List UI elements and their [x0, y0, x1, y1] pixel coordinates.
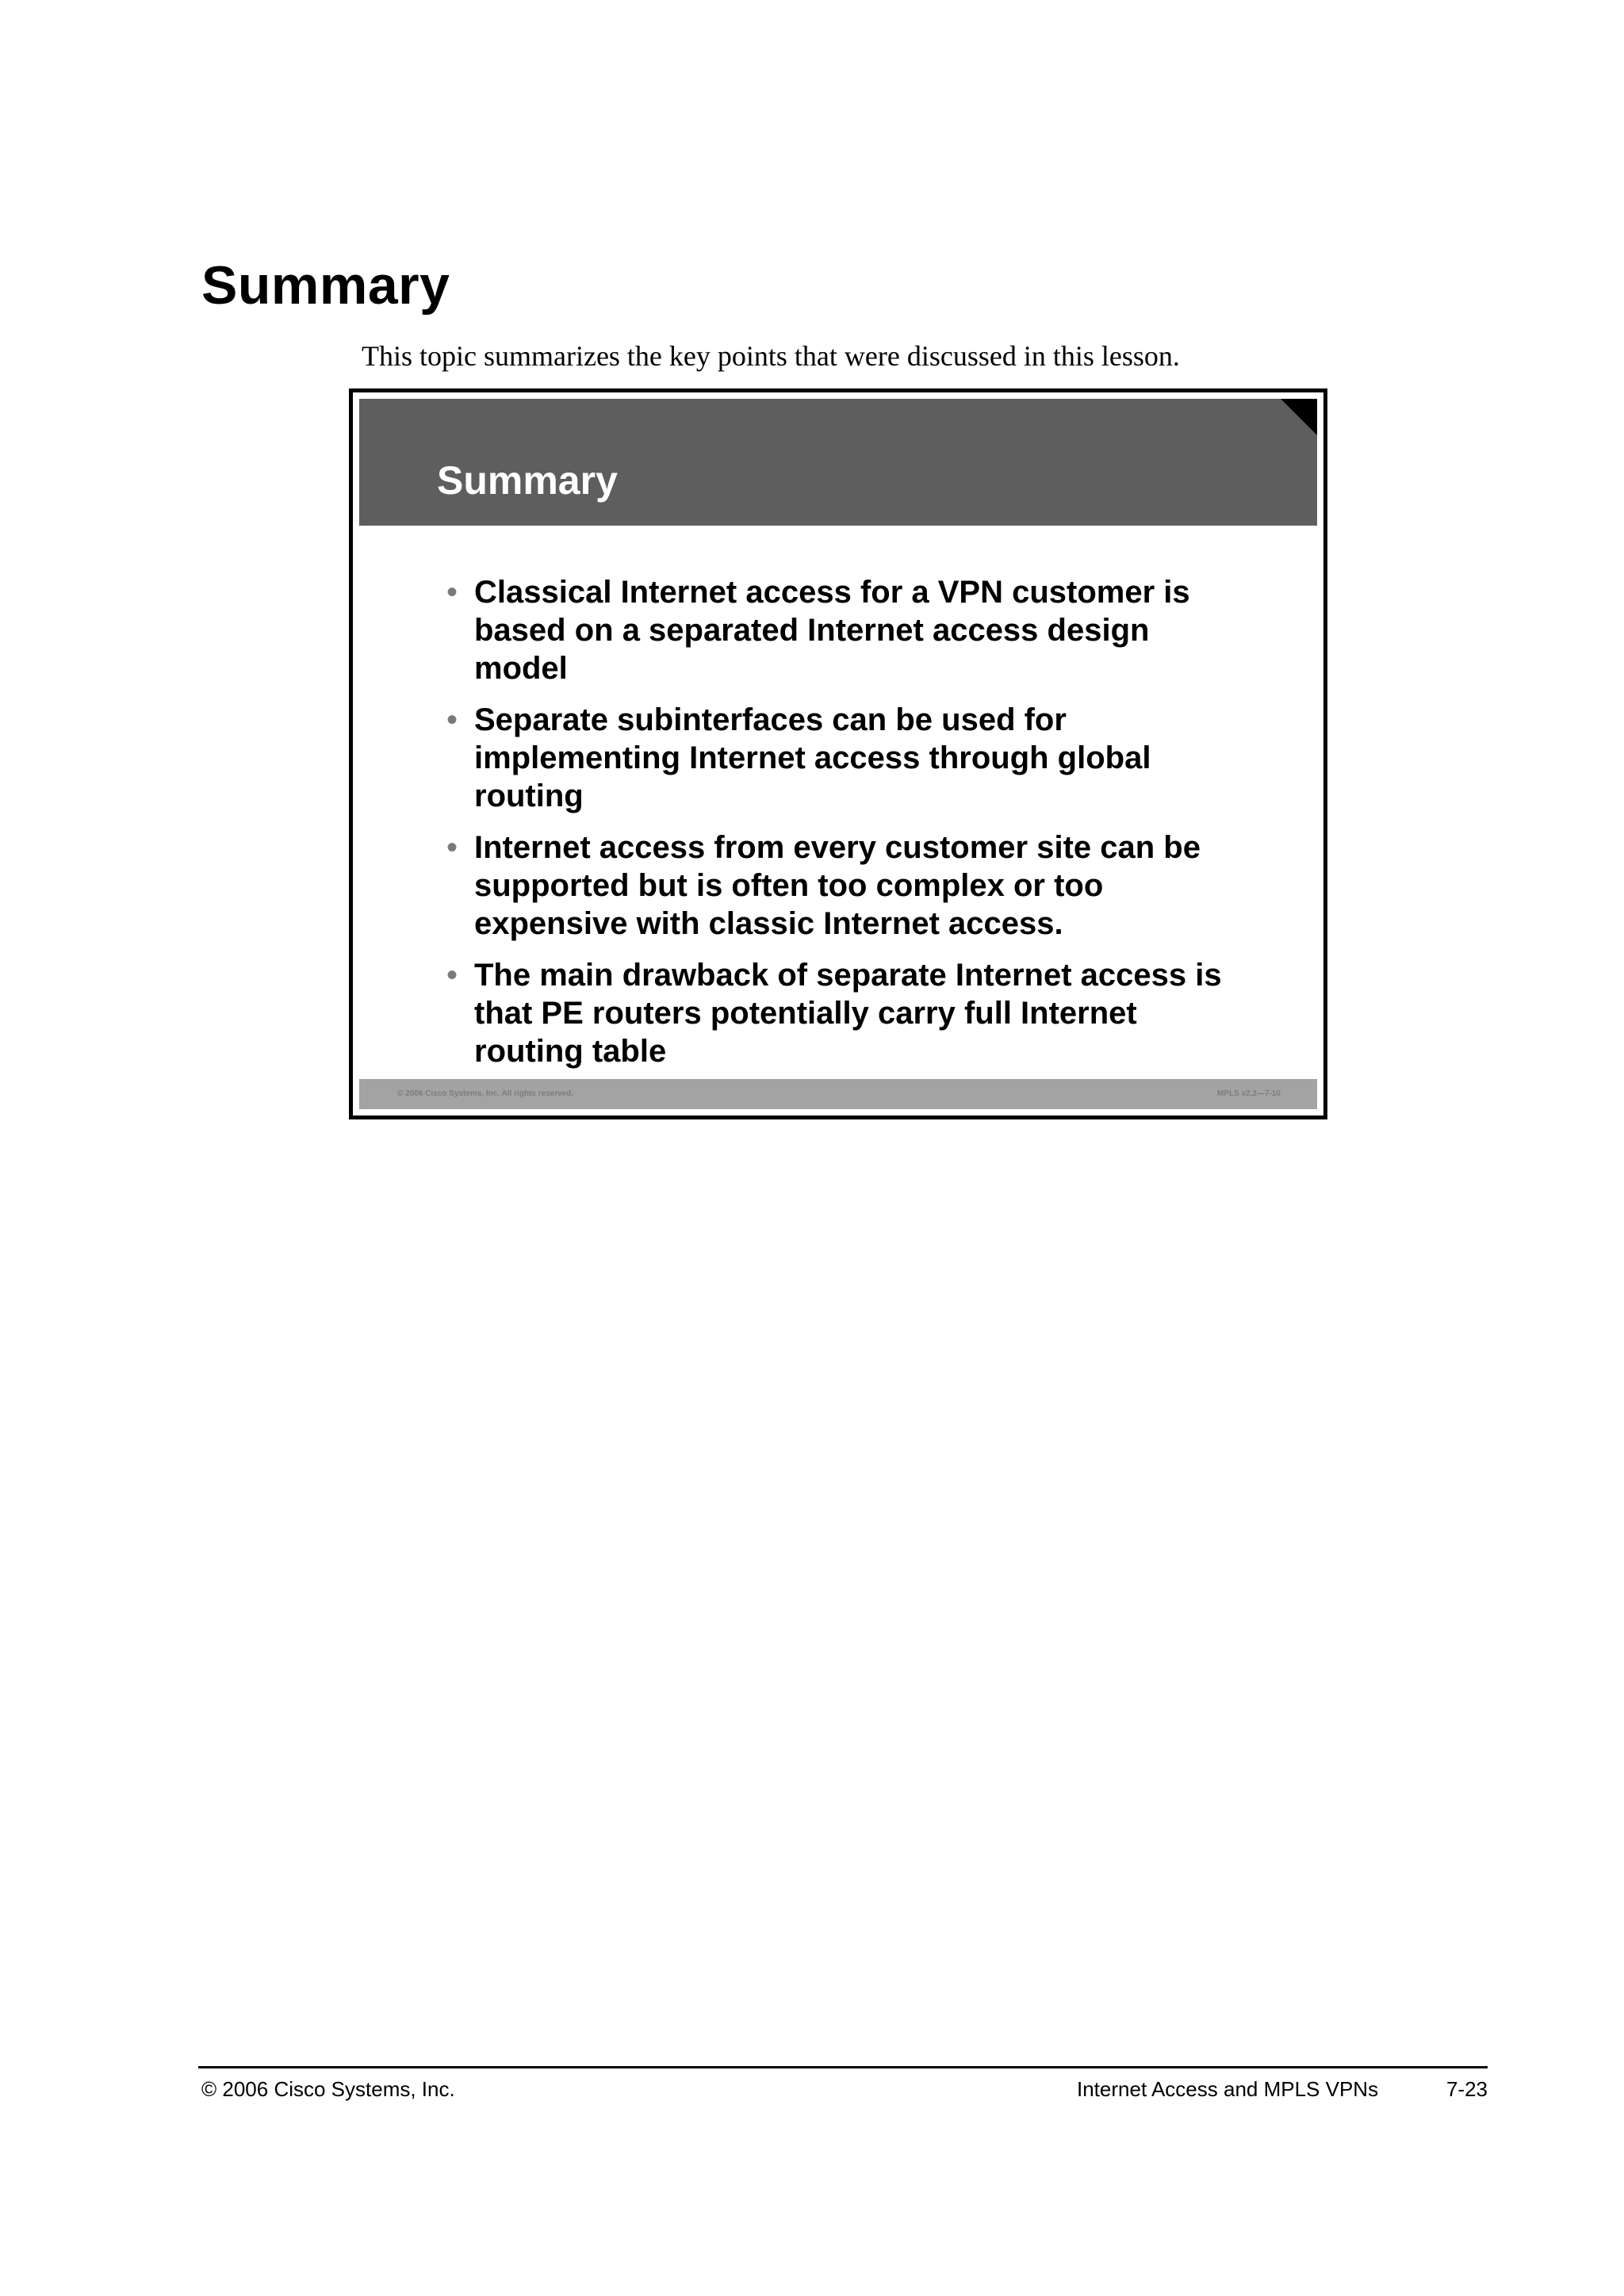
- slide-header-band: [359, 399, 1317, 526]
- slide-bullet-list: [446, 573, 1239, 1084]
- bullet-text: The main drawback of separate Internet access is that PE routers potentially carry full Internet routing table: [474, 958, 1222, 1069]
- bullet-dot-icon: •: [446, 702, 458, 737]
- bullet-text: Separate subinterfaces can be used for implementing Internet access through global routing: [474, 702, 1151, 813]
- slide-course-code: MPLS v2.2—7-10: [1216, 1089, 1281, 1098]
- bullet-dot-icon: •: [446, 575, 458, 610]
- bullet-dot-icon: •: [446, 958, 458, 993]
- slide-bullet-item: [446, 828, 1239, 943]
- bullet-text: Classical Internet access for a VPN customer is based on a separated Internet access design model: [474, 575, 1190, 686]
- footer-copyright: © 2006 Cisco Systems, Inc.: [201, 2077, 455, 2101]
- slide-bullet-item: [446, 956, 1239, 1070]
- slide-figure: [349, 388, 1327, 1119]
- bullet-text: Internet access from every customer site can be supported but is often too complex or too expensive with classic Internet access.: [474, 830, 1201, 941]
- slide-corner-triangle-icon: [1281, 399, 1317, 435]
- page-heading: Summary: [201, 255, 450, 316]
- footer-page-number: 7-23: [1446, 2077, 1488, 2101]
- footer-chapter-title: Internet Access and MPLS VPNs: [1077, 2077, 1379, 2101]
- slide-bullet-item: [446, 701, 1239, 815]
- slide-bullet-item: [446, 573, 1239, 687]
- slide-copyright: © 2006 Cisco Systems, Inc. All rights reserved.: [397, 1089, 574, 1098]
- intro-paragraph: This topic summarizes the key points that were discussed in this lesson.: [362, 340, 1180, 372]
- slide-title: Summary: [437, 458, 618, 503]
- bullet-dot-icon: •: [446, 830, 458, 865]
- footer-divider: [198, 2066, 1488, 2068]
- slide-footer-band: [359, 1079, 1317, 1109]
